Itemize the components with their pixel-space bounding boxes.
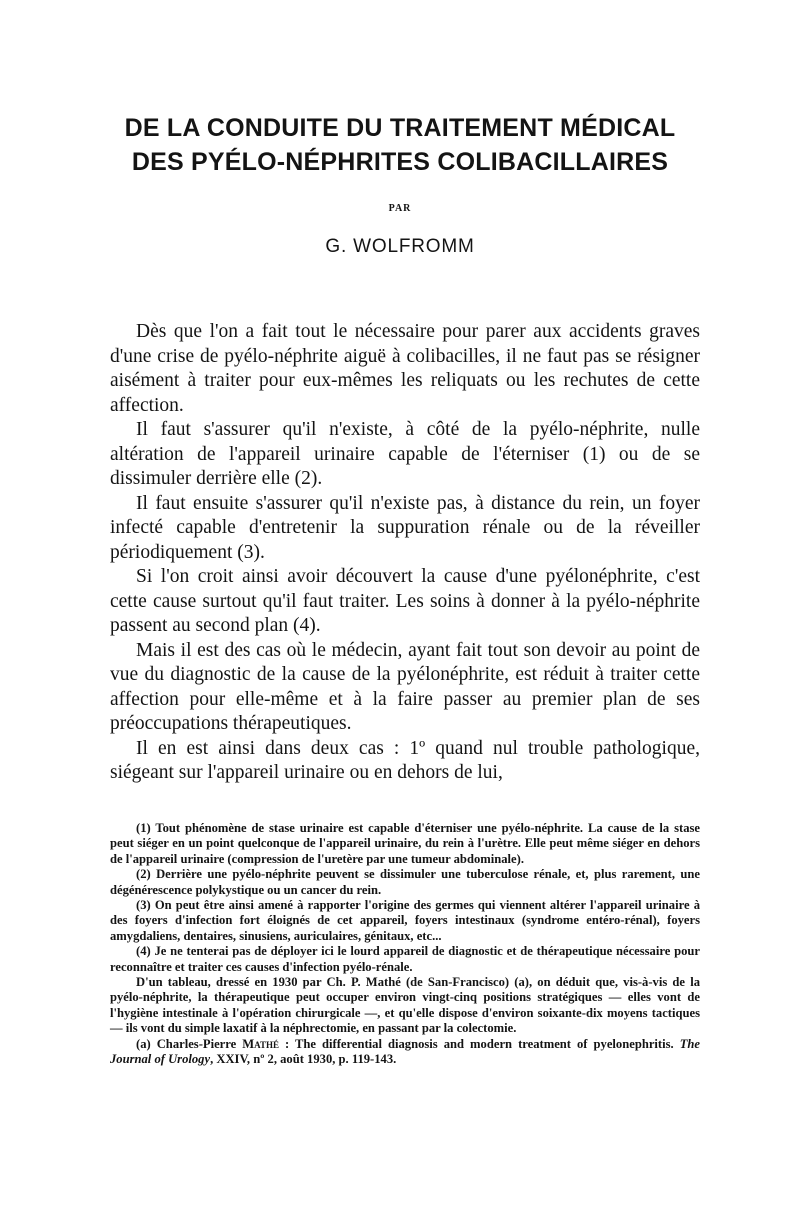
article-title-line-1: DE LA CONDUITE DU TRAITEMENT MÉDICAL bbox=[124, 114, 676, 142]
body-paragraph: Dès que l'on a fait tout le nécessaire pour parer aux accidents graves d'une crise de pyélo-néphrite aiguë à colibacilles, il ne faut pas se résigner aisément à traiter pour eux-mêmes les reliquats ou les rechutes de cette affection. bbox=[110, 321, 700, 416]
footnote: D'un tableau, dressé en 1930 par Ch. P. Mathé (de San-Francisco) (a), on déduit que, vis-à-vis de la pyélo-néphrite, la thérapeutique peut occuper environ vingt-cinq positions stratégiques — elles vont de l'hygiène intestinale à l'opération chirurgicale —, et qu'elle dispose d'environ soixante-dix moyens tactiques — ils vont du simple laxatif à la néphrectomie, en passant par la colectomie. bbox=[110, 975, 700, 1036]
body-paragraph: Il faut ensuite s'assurer qu'il n'existe pas, à distance du rein, un foyer infecté capable d'entretenir la suppuration rénale ou de la réveiller périodiquement (3). bbox=[110, 492, 700, 563]
footnote-source bbox=[110, 1037, 700, 1068]
body-paragraph: Si l'on croit ainsi avoir découvert la cause d'une pyélonéphrite, c'est cette cause surtout qu'il faut traiter. Les soins à donner à la pyélo-néphrite passent au second plan (4). bbox=[110, 566, 700, 636]
body-paragraph: Mais il est des cas où le médecin, ayant fait tout son devoir au point de vue du diagnostic de la cause de la pyélonéphrite, est réduit à traiter cette affection pour elle-même et à la faire passer au premier plan de ses préoccupations thérapeutiques. bbox=[110, 639, 700, 734]
footnote: (2) Derrière une pyélo-néphrite peuvent se dissimuler une tuberculose rénale, et, plus rarement, une dégénérescence polykystique ou un cancer du rein. bbox=[110, 867, 700, 897]
source-author: Mathé bbox=[242, 1036, 279, 1051]
source-text: : The differential diagnosis and modern treatment of pyelonephritis. bbox=[285, 1036, 674, 1051]
source-details: , XXIV, nº 2, août 1930, p. 119-143. bbox=[210, 1052, 397, 1067]
source-journal: The Journal of Urology bbox=[110, 1036, 700, 1067]
footnotes bbox=[110, 821, 700, 1068]
article-body bbox=[110, 320, 700, 786]
author-name: G. WOLFROMM bbox=[325, 236, 475, 257]
byline: PAR bbox=[388, 203, 412, 214]
source-marker: (a) Charles-Pierre bbox=[136, 1036, 237, 1051]
footnote: (1) Tout phénomène de stase urinaire est capable d'éterniser une pyélo-néphrite. La cause de la stase peut siéger en un point quelconque de l'appareil urinaire, du rein à l'urètre. Elle peut même siéger en dehors de l'appareil urinaire (compression de l'uretère par une tumeur abdominale). bbox=[110, 821, 700, 866]
footnote: (3) On peut être ainsi amené à rapporter l'origine des germes qui viennent altérer l'appareil urinaire à des foyers d'infection fort éloignés de cet appareil, foyers intestinaux (syndrome entéro-rénal), foyers amygdaliens, dentaires, sinusiens, auriculaires, génitaux, etc... bbox=[110, 898, 700, 943]
article-title-line-2: DES PYÉLO-NÉPHRITES COLIBACILLAIRES bbox=[131, 148, 669, 176]
body-paragraph: Il faut s'assurer qu'il n'existe, à côté de la pyélo-néphrite, nulle altération de l'appareil urinaire capable de l'éterniser (1) ou de se dissimuler derrière elle (2). bbox=[110, 419, 700, 489]
body-paragraph: Il en est ainsi dans deux cas : 1º quand nul trouble pathologique, siégeant sur l'appareil urinaire ou en dehors de lui, bbox=[110, 737, 700, 783]
footnote: (4) Je ne tenterai pas de déployer ici le lourd appareil de diagnostic et de thérapeutique nécessaire pour reconnaître et traiter ces causes d'infection pyélo-rénale. bbox=[110, 944, 700, 974]
